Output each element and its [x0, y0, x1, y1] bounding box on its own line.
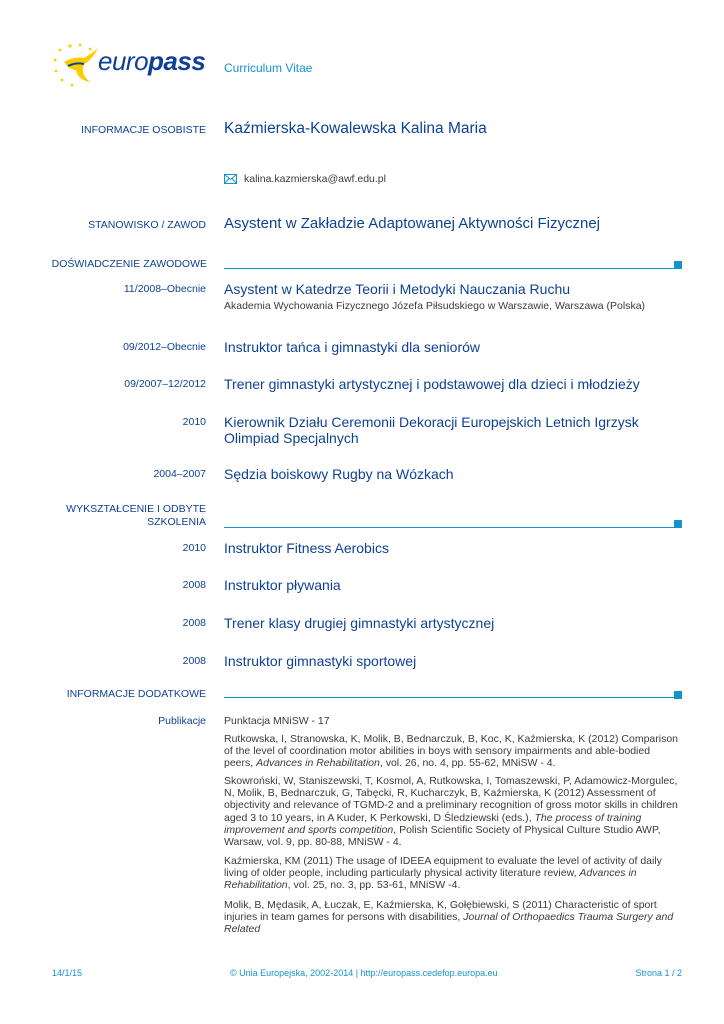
publication-entry: Kaźmierska, KM (2011) The usage of IDEEA equipment to evaluate the level of activity of daily living of older people, including particularly physical activity literature review, Advances in Rehabilitation, vol. 25, no. 3, pp. 53-61, MNiSW -4. [224, 855, 662, 892]
footer-copyright[interactable]: © Unia Europejska, 2002-2014 | http://europass.cedefop.europa.eu [230, 968, 498, 978]
europass-logo [50, 40, 210, 90]
europass-star-figure-icon [50, 40, 100, 90]
section-divider [224, 697, 674, 698]
experience-title: Instruktor tańca i gimnastyki dla seniorów [224, 339, 480, 355]
education-section-label: WYKSZTAŁCENIE I ODBYTE SZKOLENIA [66, 503, 206, 528]
section-divider [224, 268, 674, 269]
experience-title: Sędzia boiskowy Rugby na Wózkach [224, 466, 454, 482]
publications-label: Publikacje [158, 715, 206, 727]
experience-date: 2010 [182, 416, 206, 428]
email-address[interactable]: kalina.kazmierska@awf.edu.pl [244, 173, 386, 185]
publication-entry: Rutkowska, I, Stranowska, K, Molik, B, Bednarczuk, B, Koc, K, Kaźmierska, K (2012) Comparison of the level of coordination motor abilities in boys with sensory impairments and able-bodied peers, Advances in Rehabilitation, vol. 26, no. 4, pp. 55-62, MNiSW - 4. [224, 733, 679, 770]
education-date: 2008 [182, 617, 206, 629]
publication-points: Punktacja MNiSW - 17 [224, 715, 330, 727]
section-marker [674, 261, 682, 269]
section-marker [674, 520, 682, 528]
additional-section-label: INFORMACJE DODATKOWE [66, 688, 206, 700]
publication-entry: Molik, B, Mędasik, A, Łuczak, E, Kaźmierska, K, Gołębiewski, S (2011) Characteristic of sport injuries in team games for persons with disabilities, Journal of Orthopaedics Trauma Surgery and Related [224, 899, 674, 936]
experience-date: 09/2012–Obecnie [123, 341, 206, 353]
education-title: Trener klasy drugiej gimnastyki artystycznej [224, 615, 495, 631]
education-date: 2008 [182, 579, 206, 591]
education-date: 2010 [182, 542, 206, 554]
document-title: Curriculum Vitae [224, 61, 313, 75]
europass-wordmark: europass [98, 46, 206, 76]
education-title: Instruktor Fitness Aerobics [224, 540, 389, 556]
publication-entry: Skowroński, W, Staniszewski, T, Kosmol, A, Rutkowska, I, Tomaszewski, P, Adamowicz-Morgulec, N, Molik, B, Bednarczuk, G, Tabęcki, R, Kucharczyk, B, Kaźmierska, K (2012) Assessment of objectivity and relevance of TGMD-2 and a preliminary recognition of gross motor skills in children aged 3 to 10 years, in A Kuder, K Perkowski, D Śledziewski (eds.), The process of training improvement and sports competition, Polish Scientific Society of Physical Culture Studio AWP, Warsaw, vol. 9, pp. 80-88, MNiSW - 4. [224, 775, 678, 849]
footer-page-number: Strona 1 / 2 [635, 968, 682, 978]
footer-date: 14/1/15 [52, 968, 83, 978]
personal-info-label: INFORMACJE OSOBISTE [81, 124, 206, 136]
experience-date: 11/2008–Obecnie [123, 283, 206, 295]
section-marker [674, 691, 682, 699]
email-icon [224, 174, 237, 184]
experience-section-label: DOŚWIADCZENIE ZAWODOWE [51, 258, 207, 270]
education-date: 2008 [182, 655, 206, 667]
experience-date: 09/2007–12/2012 [124, 378, 206, 390]
experience-date: 2004–2007 [153, 468, 206, 480]
section-divider [224, 527, 674, 528]
person-name: Kaźmierska-Kowalewska Kalina Maria [224, 120, 487, 137]
experience-title: Kierownik Działu Ceremonii Dekoracji Europejskich Letnich Igrzysk Olimpiad Specjalnych [224, 414, 639, 446]
position-label: STANOWISKO / ZAWOD [88, 219, 206, 231]
position-title: Asystent w Zakładzie Adaptowanej Aktywności Fizycznej [224, 215, 601, 232]
experience-employer: Akademia Wychowania Fizycznego Józefa Piłsudskiego w Warszawie, Warszawa (Polska) [224, 300, 646, 312]
education-title: Instruktor pływania [224, 577, 341, 593]
education-title: Instruktor gimnastyki sportowej [224, 653, 417, 669]
experience-title: Asystent w Katedrze Teorii i Metodyki Nauczania Ruchu [224, 281, 571, 297]
experience-title: Trener gimnastyki artystycznej i podstawowej dla dzieci i młodzieży [224, 376, 640, 392]
